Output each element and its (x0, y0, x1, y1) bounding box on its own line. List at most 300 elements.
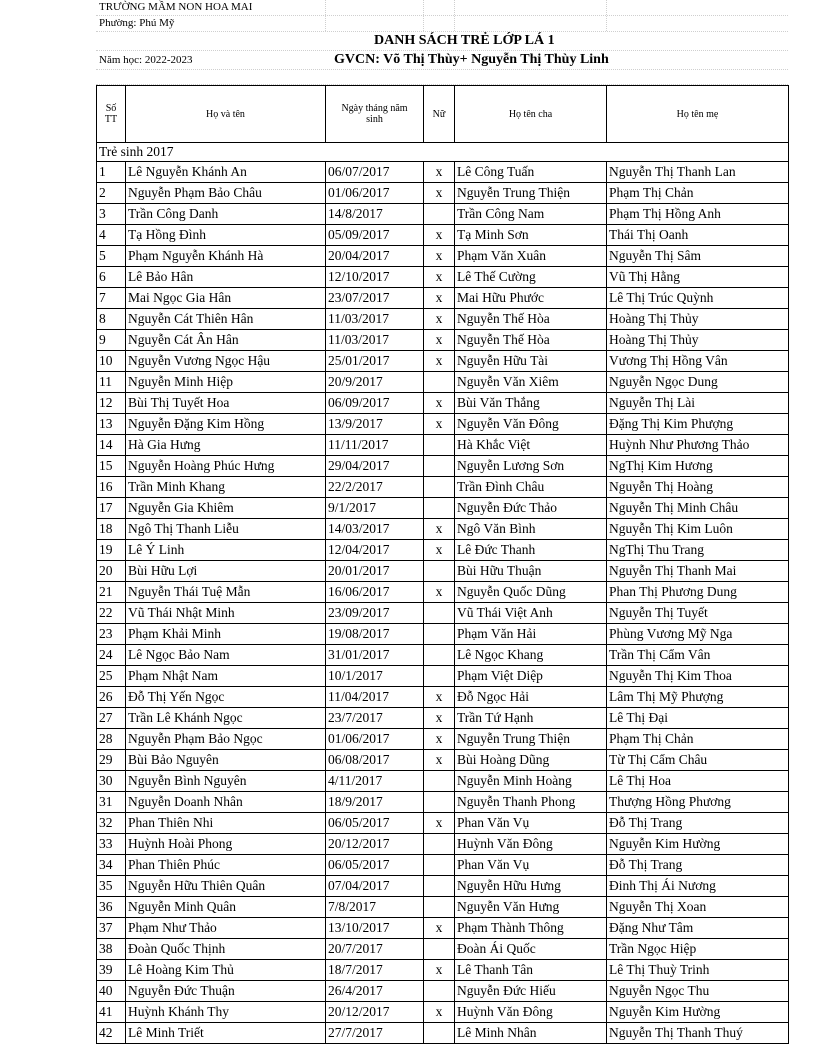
cell-father: Trần Đình Châu (455, 477, 607, 498)
cell-dob: 31/01/2017 (326, 645, 424, 666)
cell-female: x (424, 540, 455, 561)
cell-name: Nguyễn Minh Quân (126, 897, 326, 918)
cell-no: 17 (97, 498, 126, 519)
cell-female: x (424, 960, 455, 981)
cell-dob: 22/2/2017 (326, 477, 424, 498)
table-row (97, 645, 789, 666)
table-row (97, 897, 789, 918)
cell-father: Trần Tứ Hạnh (455, 708, 607, 729)
cell-no: 28 (97, 729, 126, 750)
cell-dob: 20/9/2017 (326, 372, 424, 393)
table-row (97, 582, 789, 603)
cell-no: 19 (97, 540, 126, 561)
cell-name: Nguyễn Phạm Bảo Châu (126, 183, 326, 204)
cell-mother: Huỳnh Như Phương Thảo (607, 435, 789, 456)
cell-name: Phạm Như Thảo (126, 918, 326, 939)
table-row (97, 1002, 789, 1023)
cell-father: Bùi Văn Thắng (455, 393, 607, 414)
table-row (97, 1023, 789, 1044)
cell-name: Nguyễn Thái Tuệ Mẫn (126, 582, 326, 603)
cell-name: Đoàn Quốc Thịnh (126, 939, 326, 960)
cell-mother: Từ Thị Cẩm Châu (607, 750, 789, 771)
cell-no: 25 (97, 666, 126, 687)
table-row (97, 960, 789, 981)
cell-female (424, 981, 455, 1002)
table-row (97, 267, 789, 288)
cell-mother: NgThị Kim Hương (607, 456, 789, 477)
cell-no: 32 (97, 813, 126, 834)
cell-name: Nguyễn Bình Nguyên (126, 771, 326, 792)
cell-father: Trần Công Nam (455, 204, 607, 225)
cell-female (424, 1023, 455, 1044)
cell-name: Bùi Thị Tuyết Hoa (126, 393, 326, 414)
cell-name: Tạ Hồng Đình (126, 225, 326, 246)
cell-no: 10 (97, 351, 126, 372)
cell-name: Huỳnh Hoài Phong (126, 834, 326, 855)
cell-name: Phan Thiên Nhi (126, 813, 326, 834)
cell-mother: Nguyễn Ngọc Thu (607, 981, 789, 1002)
cell-female (424, 897, 455, 918)
cell-father: Mai Hữu Phước (455, 288, 607, 309)
cell-name: Nguyễn Đặng Kim Hồng (126, 414, 326, 435)
cell-female (424, 645, 455, 666)
year-teacher-row (96, 51, 788, 70)
cell-mother: Hoàng Thị Thủy (607, 309, 789, 330)
cell-no: 29 (97, 750, 126, 771)
cell-no: 9 (97, 330, 126, 351)
table-row (97, 288, 789, 309)
cell-dob: 23/09/2017 (326, 603, 424, 624)
section-row (97, 143, 789, 162)
cell-mother: Trần Thị Cẩm Vân (607, 645, 789, 666)
cell-mother: Phan Thị Phương Dung (607, 582, 789, 603)
cell-dob: 10/1/2017 (326, 666, 424, 687)
table-row (97, 666, 789, 687)
cell-no: 39 (97, 960, 126, 981)
cell-female (424, 498, 455, 519)
cell-name: Nguyễn Vương Ngọc Hậu (126, 351, 326, 372)
table-row (97, 855, 789, 876)
cell-female: x (424, 246, 455, 267)
cell-female (424, 834, 455, 855)
cell-father: Nguyễn Quốc Dũng (455, 582, 607, 603)
cell-mother: Nguyễn Thị Xoan (607, 897, 789, 918)
cell-female (424, 666, 455, 687)
table-row (97, 729, 789, 750)
cell-father: Lê Minh Nhân (455, 1023, 607, 1044)
cell-female: x (424, 309, 455, 330)
cell-father: Bùi Hoàng Dũng (455, 750, 607, 771)
cell-name: Phạm Nguyễn Khánh Hà (126, 246, 326, 267)
cell-dob: 11/11/2017 (326, 435, 424, 456)
cell-dob: 23/07/2017 (326, 288, 424, 309)
cell-mother: Nguyễn Thị Lài (607, 393, 789, 414)
cell-dob: 4/11/2017 (326, 771, 424, 792)
cell-dob: 23/7/2017 (326, 708, 424, 729)
cell-father: Phạm Việt Diệp (455, 666, 607, 687)
cell-name: Nguyễn Gia Khiêm (126, 498, 326, 519)
cell-female (424, 855, 455, 876)
cell-dob: 27/7/2017 (326, 1023, 424, 1044)
school-name: TRƯỜNG MẦM NON HOA MAI (99, 1, 253, 13)
cell-name: Phạm Nhật Nam (126, 666, 326, 687)
cell-no: 31 (97, 792, 126, 813)
cell-mother: Lê Thị Đại (607, 708, 789, 729)
cell-no: 24 (97, 645, 126, 666)
cell-dob: 29/04/2017 (326, 456, 424, 477)
cell-no: 37 (97, 918, 126, 939)
cell-father: Lê Thanh Tân (455, 960, 607, 981)
cell-dob: 20/12/2017 (326, 834, 424, 855)
cell-female (424, 435, 455, 456)
cell-no: 12 (97, 393, 126, 414)
col-header-dob: Ngày tháng năm sinh (326, 86, 424, 143)
cell-father: Nguyễn Trung Thiện (455, 183, 607, 204)
cell-female: x (424, 750, 455, 771)
table-row (97, 246, 789, 267)
cell-father: Nguyễn Thế Hòa (455, 309, 607, 330)
cell-female (424, 204, 455, 225)
cell-dob: 20/04/2017 (326, 246, 424, 267)
cell-mother: NgThị Thu Trang (607, 540, 789, 561)
table-row (97, 414, 789, 435)
cell-name: Lê Bảo Hân (126, 267, 326, 288)
cell-female (424, 939, 455, 960)
cell-name: Mai Ngọc Gia Hân (126, 288, 326, 309)
cell-female: x (424, 330, 455, 351)
cell-father: Phạm Văn Hải (455, 624, 607, 645)
table-row (97, 183, 789, 204)
cell-father: Lê Công Tuấn (455, 162, 607, 183)
cell-female: x (424, 729, 455, 750)
cell-female (424, 456, 455, 477)
cell-name: Nguyễn Phạm Bảo Ngọc (126, 729, 326, 750)
cell-mother: Nguyễn Thị Minh Châu (607, 498, 789, 519)
cell-female: x (424, 288, 455, 309)
cell-mother: Lê Thị Thuỳ Trinh (607, 960, 789, 981)
cell-mother: Đỗ Thị Trang (607, 855, 789, 876)
cell-name: Vũ Thái Nhật Minh (126, 603, 326, 624)
cell-mother: Nguyễn Thị Thanh Lan (607, 162, 789, 183)
cell-no: 18 (97, 519, 126, 540)
table-row (97, 939, 789, 960)
cell-no: 30 (97, 771, 126, 792)
cell-mother: Phạm Thị Hồng Anh (607, 204, 789, 225)
cell-female: x (424, 918, 455, 939)
cell-father: Phạm Văn Xuân (455, 246, 607, 267)
cell-father: Đỗ Ngọc Hải (455, 687, 607, 708)
cell-father: Huỳnh Văn Đông (455, 1002, 607, 1023)
cell-mother: Nguyễn Kim Hường (607, 1002, 789, 1023)
cell-no: 11 (97, 372, 126, 393)
cell-dob: 06/08/2017 (326, 750, 424, 771)
title-row (96, 32, 788, 51)
table-row (97, 981, 789, 1002)
cell-name: Bùi Hữu Lợi (126, 561, 326, 582)
table-row (97, 561, 789, 582)
cell-name: Bùi Bảo Nguyên (126, 750, 326, 771)
cell-mother: Thái Thị Oanh (607, 225, 789, 246)
cell-father: Ngô Văn Bình (455, 519, 607, 540)
cell-father: Nguyễn Trung Thiện (455, 729, 607, 750)
cell-no: 4 (97, 225, 126, 246)
cell-dob: 18/9/2017 (326, 792, 424, 813)
cell-name: Lê Ý Linh (126, 540, 326, 561)
table-row (97, 372, 789, 393)
section-label: Trẻ sinh 2017 (97, 143, 789, 162)
cell-name: Nguyễn Hữu Thiên Quân (126, 876, 326, 897)
school-year: Năm học: 2022-2023 (99, 54, 193, 66)
table-row (97, 204, 789, 225)
cell-no: 40 (97, 981, 126, 1002)
cell-name: Đỗ Thị Yến Ngọc (126, 687, 326, 708)
table-row (97, 351, 789, 372)
cell-female: x (424, 1002, 455, 1023)
cell-dob: 13/9/2017 (326, 414, 424, 435)
cell-father: Nguyễn Đức Hiếu (455, 981, 607, 1002)
cell-female (424, 561, 455, 582)
cell-female: x (424, 687, 455, 708)
cell-female (424, 792, 455, 813)
cell-mother: Hoàng Thị Thủy (607, 330, 789, 351)
cell-father: Nguyễn Thanh Phong (455, 792, 607, 813)
cell-female (424, 876, 455, 897)
cell-female: x (424, 351, 455, 372)
cell-no: 36 (97, 897, 126, 918)
cell-mother: Nguyễn Thị Thanh Thuý (607, 1023, 789, 1044)
cell-no: 42 (97, 1023, 126, 1044)
cell-mother: Nguyễn Thị Kim Luôn (607, 519, 789, 540)
cell-father: Nguyễn Văn Đông (455, 414, 607, 435)
cell-no: 23 (97, 624, 126, 645)
cell-name: Ngô Thị Thanh Liễu (126, 519, 326, 540)
table-row (97, 477, 789, 498)
cell-no: 1 (97, 162, 126, 183)
cell-dob: 14/03/2017 (326, 519, 424, 540)
cell-dob: 13/10/2017 (326, 918, 424, 939)
cell-mother: Lê Thị Hoa (607, 771, 789, 792)
col-header-mother: Họ tên mẹ (607, 86, 789, 143)
table-row (97, 834, 789, 855)
student-table (96, 85, 789, 1044)
cell-mother: Lâm Thị Mỹ Phượng (607, 687, 789, 708)
ward-row (96, 16, 788, 32)
cell-dob: 06/07/2017 (326, 162, 424, 183)
table-row (97, 309, 789, 330)
cell-no: 26 (97, 687, 126, 708)
cell-no: 15 (97, 456, 126, 477)
cell-dob: 06/05/2017 (326, 813, 424, 834)
cell-dob: 11/03/2017 (326, 309, 424, 330)
cell-name: Lê Ngọc Bảo Nam (126, 645, 326, 666)
cell-mother: Nguyễn Thị Thanh Mai (607, 561, 789, 582)
cell-dob: 20/01/2017 (326, 561, 424, 582)
table-row (97, 162, 789, 183)
cell-mother: Vương Thị Hồng Vân (607, 351, 789, 372)
cell-father: Phan Văn Vụ (455, 855, 607, 876)
cell-no: 38 (97, 939, 126, 960)
cell-name: Lê Minh Triết (126, 1023, 326, 1044)
table-row (97, 456, 789, 477)
cell-name: Nguyễn Hoàng Phúc Hưng (126, 456, 326, 477)
cell-female: x (424, 813, 455, 834)
cell-no: 35 (97, 876, 126, 897)
cell-dob: 26/4/2017 (326, 981, 424, 1002)
table-row (97, 876, 789, 897)
cell-name: Lê Nguyễn Khánh An (126, 162, 326, 183)
spacer-row (96, 70, 788, 85)
cell-dob: 06/05/2017 (326, 855, 424, 876)
col-header-female: Nữ (424, 86, 455, 143)
cell-female (424, 603, 455, 624)
cell-mother: Nguyễn Thị Tuyết (607, 603, 789, 624)
cell-no: 5 (97, 246, 126, 267)
cell-mother: Đỗ Thị Trang (607, 813, 789, 834)
cell-father: Phạm Thành Thông (455, 918, 607, 939)
table-row (97, 918, 789, 939)
cell-name: Phan Thiên Phúc (126, 855, 326, 876)
cell-no: 20 (97, 561, 126, 582)
cell-no: 6 (97, 267, 126, 288)
table-row (97, 519, 789, 540)
cell-name: Trần Công Danh (126, 204, 326, 225)
cell-no: 41 (97, 1002, 126, 1023)
cell-father: Bùi Hữu Thuận (455, 561, 607, 582)
cell-female (424, 624, 455, 645)
cell-no: 14 (97, 435, 126, 456)
cell-father: Nguyễn Thế Hòa (455, 330, 607, 351)
cell-father: Tạ Minh Sơn (455, 225, 607, 246)
cell-father: Nguyễn Đức Thảo (455, 498, 607, 519)
cell-dob: 14/8/2017 (326, 204, 424, 225)
cell-no: 33 (97, 834, 126, 855)
cell-father: Nguyễn Hữu Tài (455, 351, 607, 372)
table-row (97, 771, 789, 792)
col-header-name: Họ và tên (126, 86, 326, 143)
cell-father: Huỳnh Văn Đông (455, 834, 607, 855)
cell-father: Hà Khắc Việt (455, 435, 607, 456)
cell-female (424, 477, 455, 498)
ward-name: Phường: Phú Mỹ (99, 17, 175, 29)
page-title: DANH SÁCH TRẺ LỚP LÁ 1 (374, 33, 555, 48)
table-row (97, 498, 789, 519)
cell-mother: Đặng Như Tâm (607, 918, 789, 939)
cell-dob: 25/01/2017 (326, 351, 424, 372)
cell-father: Đoàn Ái Quốc (455, 939, 607, 960)
cell-mother: Đinh Thị Ái Nương (607, 876, 789, 897)
cell-no: 7 (97, 288, 126, 309)
cell-female: x (424, 708, 455, 729)
cell-no: 8 (97, 309, 126, 330)
cell-dob: 12/10/2017 (326, 267, 424, 288)
cell-mother: Nguyễn Thị Hoàng (607, 477, 789, 498)
cell-father: Phan Văn Vụ (455, 813, 607, 834)
cell-mother: Phạm Thị Chản (607, 729, 789, 750)
cell-no: 22 (97, 603, 126, 624)
cell-dob: 7/8/2017 (326, 897, 424, 918)
cell-mother: Nguyễn Thị Sâm (607, 246, 789, 267)
table-row (97, 540, 789, 561)
cell-mother: Phạm Thị Chản (607, 183, 789, 204)
cell-female: x (424, 183, 455, 204)
table-row (97, 330, 789, 351)
cell-name: Lê Hoàng Kim Thủ (126, 960, 326, 981)
cell-name: Trần Minh Khang (126, 477, 326, 498)
cell-father: Lê Ngọc Khang (455, 645, 607, 666)
table-row (97, 750, 789, 771)
cell-mother: Nguyễn Ngọc Dung (607, 372, 789, 393)
table-row (97, 624, 789, 645)
table-row (97, 792, 789, 813)
cell-female: x (424, 162, 455, 183)
table-header-row (97, 86, 789, 143)
cell-father: Nguyễn Hữu Hưng (455, 876, 607, 897)
cell-no: 34 (97, 855, 126, 876)
cell-dob: 06/09/2017 (326, 393, 424, 414)
cell-no: 3 (97, 204, 126, 225)
table-row (97, 435, 789, 456)
cell-father: Nguyễn Lương Sơn (455, 456, 607, 477)
col-header-stt: Số TT (97, 86, 126, 143)
cell-father: Lê Đức Thanh (455, 540, 607, 561)
cell-dob: 19/08/2017 (326, 624, 424, 645)
cell-name: Nguyễn Cát Thiên Hân (126, 309, 326, 330)
cell-dob: 20/7/2017 (326, 939, 424, 960)
class-list-sheet (96, 0, 788, 1044)
cell-name: Nguyễn Cát Ân Hân (126, 330, 326, 351)
cell-no: 27 (97, 708, 126, 729)
cell-dob: 01/06/2017 (326, 183, 424, 204)
table-row (97, 603, 789, 624)
cell-mother: Lê Thị Trúc Quỳnh (607, 288, 789, 309)
cell-father: Lê Thế Cường (455, 267, 607, 288)
cell-name: Nguyễn Minh Hiệp (126, 372, 326, 393)
table-row (97, 687, 789, 708)
cell-name: Hà Gia Hưng (126, 435, 326, 456)
cell-female (424, 372, 455, 393)
cell-dob: 18/7/2017 (326, 960, 424, 981)
cell-father: Nguyễn Văn Xiêm (455, 372, 607, 393)
cell-mother: Thượng Hồng Phương (607, 792, 789, 813)
cell-dob: 11/04/2017 (326, 687, 424, 708)
cell-female: x (424, 582, 455, 603)
cell-name: Nguyễn Doanh Nhân (126, 792, 326, 813)
cell-no: 16 (97, 477, 126, 498)
cell-dob: 20/12/2017 (326, 1002, 424, 1023)
cell-mother: Vũ Thị Hằng (607, 267, 789, 288)
cell-mother: Phùng Vương Mỹ Nga (607, 624, 789, 645)
cell-dob: 12/04/2017 (326, 540, 424, 561)
cell-name: Phạm Khải Minh (126, 624, 326, 645)
cell-female (424, 771, 455, 792)
col-header-father: Họ tên cha (455, 86, 607, 143)
cell-dob: 07/04/2017 (326, 876, 424, 897)
cell-mother: Đặng Thị Kim Phượng (607, 414, 789, 435)
table-row (97, 708, 789, 729)
school-name-row (96, 0, 788, 16)
cell-female: x (424, 267, 455, 288)
cell-female: x (424, 519, 455, 540)
cell-mother: Nguyễn Kim Hường (607, 834, 789, 855)
cell-no: 2 (97, 183, 126, 204)
cell-dob: 11/03/2017 (326, 330, 424, 351)
table-row (97, 225, 789, 246)
cell-no: 13 (97, 414, 126, 435)
cell-dob: 05/09/2017 (326, 225, 424, 246)
cell-father: Nguyễn Văn Hưng (455, 897, 607, 918)
cell-dob: 16/06/2017 (326, 582, 424, 603)
cell-no: 21 (97, 582, 126, 603)
